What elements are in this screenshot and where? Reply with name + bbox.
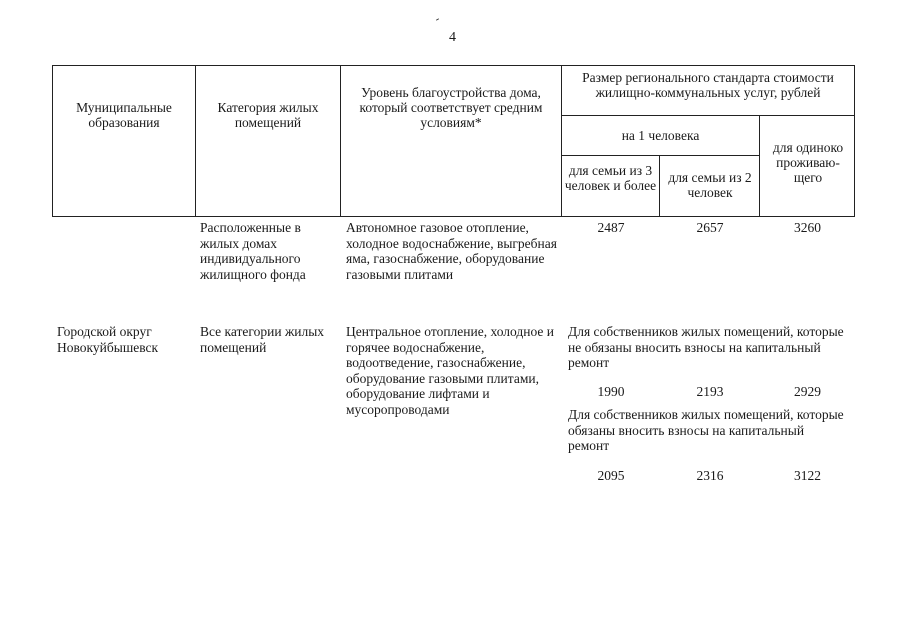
- row2-category: Все категории жилых помещений: [200, 324, 325, 355]
- header-category: Категория жилых помещений: [217, 100, 319, 130]
- divider: [195, 66, 196, 216]
- row1-value-family2: 2657: [696, 220, 724, 235]
- row2-a-value-family3: 1990: [597, 384, 625, 399]
- row2-level: Центральное отопление, холодное и горячее водоснабжение, водоотведение, газоснабжение, оборудование газовыми плитами, оборудование лифтами и мусоропроводами: [346, 324, 554, 417]
- row2-b-value-family3: 2095: [597, 468, 625, 483]
- table-header: [52, 65, 855, 217]
- divider: [659, 156, 660, 216]
- divider: [561, 155, 759, 156]
- divider: [561, 66, 562, 216]
- page-number: 4: [449, 30, 456, 45]
- row2-a-value-family2: 2193: [696, 384, 724, 399]
- header-municipal: Муниципальные образования: [76, 100, 172, 130]
- header-level: Уровень благоустройства дома, который соответствует средним условиям*: [359, 85, 543, 130]
- divider: [759, 116, 760, 216]
- header-family2: для семьи из 2 человек: [668, 170, 752, 200]
- row2-municipal: Городской округ Новокуйбышевск: [57, 324, 159, 355]
- header-size: Размер регионального стандарта стоимости жилищно-коммунальных услуг, рублей: [582, 70, 834, 100]
- row1-category: Расположенные в жилых домах индивидуального жилищного фонда: [200, 220, 306, 282]
- row1-level: Автономное газовое отопление, холодное водоснабжение, выгребная яма, газоснабжение, оборудование газовыми плитами: [346, 220, 557, 282]
- row2-note-a: Для собственников жилых помещений, которые не обязаны вносить взносы на капитальный ремонт: [568, 324, 844, 370]
- header-per-person: на 1 человека: [621, 128, 700, 143]
- row2-b-value-family2: 2316: [696, 468, 724, 483]
- scan-speck: [436, 18, 439, 20]
- row2-b-value-single: 3122: [794, 468, 821, 483]
- row2-a-value-single: 2929: [794, 384, 821, 399]
- header-single: для одиноко проживаю-щего: [772, 140, 844, 185]
- row2-note-b: Для собственников жилых помещений, которые обязаны вносить взносы на капитальный ремонт: [568, 407, 844, 453]
- divider: [340, 66, 341, 216]
- header-family3: для семьи из 3 человек и более: [564, 163, 657, 193]
- row1-value-single: 3260: [794, 220, 821, 235]
- divider: [561, 115, 854, 116]
- row1-value-family3: 2487: [597, 220, 625, 235]
